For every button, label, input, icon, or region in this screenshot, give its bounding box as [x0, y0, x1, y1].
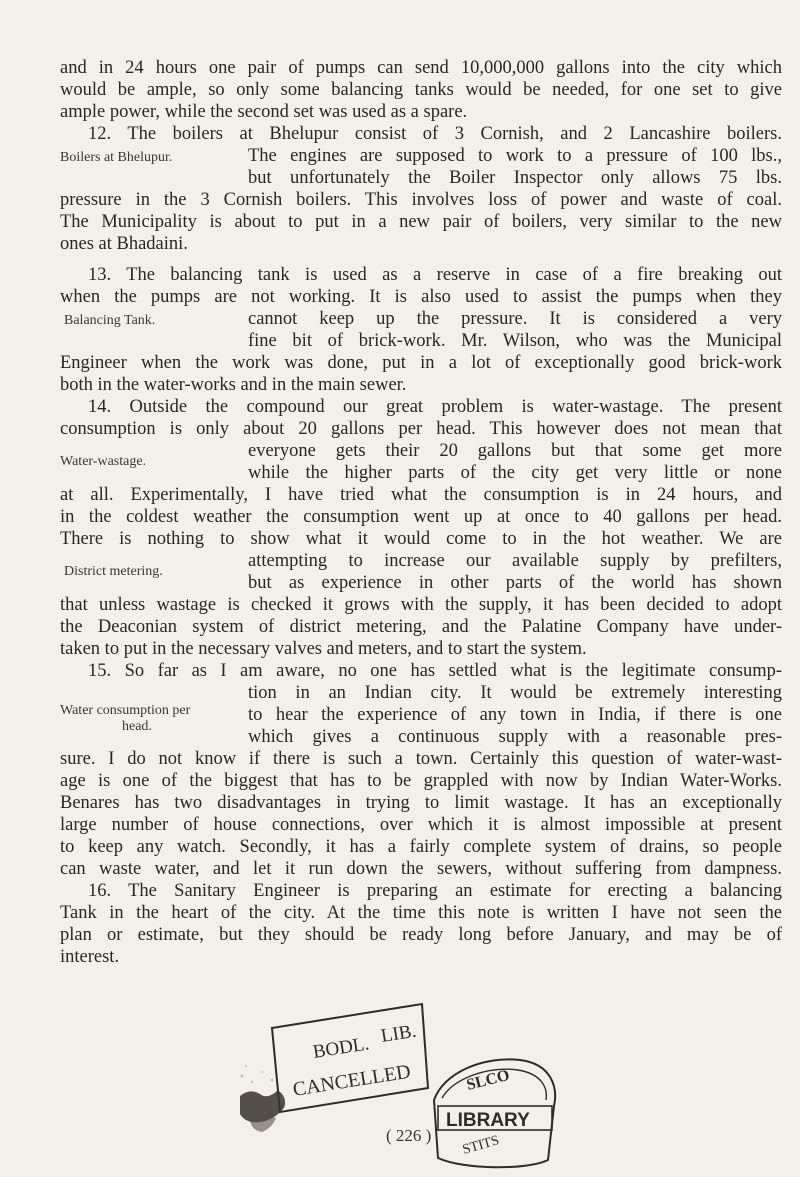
text-line: when the pumps are not working. It is also used to assist the pumps when they: [60, 287, 782, 307]
text-line: would be ample, so only some balancing tanks would be needed, for one set to give: [60, 80, 782, 100]
text-line: interest.: [60, 947, 120, 967]
text-line: to hear the experience of any town in India, if there is one: [248, 705, 782, 725]
text-line: both in the water-works and in the main sewer.: [60, 375, 407, 395]
text-line: at all. Experimentally, I have tried what the consumption is in 24 hours, and: [60, 485, 782, 505]
text-line: but as experience in other parts of the world has shown: [248, 573, 782, 593]
page-number: ( 226 ): [386, 1126, 432, 1145]
stamp-text-lib: LIB.: [379, 1020, 418, 1047]
margin-note-balancing: Balancing Tank.: [64, 313, 156, 328]
text-line: 15. So far as I am aware, no one has settled what is the legitimate consump-: [88, 661, 782, 681]
text-line: but unfortunately the Boiler Inspector only allows 75 lbs.: [248, 168, 782, 188]
text-line: that unless wastage is checked it grows with the supply, it has been decided to adopt: [60, 595, 782, 615]
text-line: age is one of the biggest that has to be grappled with now by Indian Water-Works.: [60, 771, 782, 791]
text-line: consumption is only about 20 gallons per head. This however does not mean that: [60, 419, 782, 439]
margin-note-boilers: Boilers at Bhelupur.: [60, 150, 173, 165]
text-line: fine bit of brick-work. Mr. Wilson, who was the Municipal: [248, 331, 782, 351]
margin-note-district-metering: District metering.: [64, 564, 163, 579]
bodleian-cancelled-stamp-icon: [232, 1000, 432, 1145]
stamp-text-library-bottom: STITS: [460, 1133, 501, 1158]
text-line: pressure in the 3 Cornish boilers. This involves loss of power and waste of coal.: [60, 190, 782, 210]
text-line: 12. The boilers at Bhelupur consist of 3 Cornish, and 2 Lancashire boilers.: [88, 124, 782, 144]
stamp-text-library-top: SLCO: [464, 1066, 512, 1094]
text-line: 14. Outside the compound our great problem is water-wastage. The present: [88, 397, 782, 417]
text-line: in the coldest weather the consumption went up at once to 40 gallons per head.: [60, 507, 782, 527]
text-line: sure. I do not know if there is such a town. Certainly this question of water-wast-: [60, 749, 782, 769]
text-line: the Deaconian system of district metering, and the Palatine Company have under-: [60, 617, 782, 637]
margin-note-water-consumption-head: head.: [122, 719, 152, 734]
text-line: and in 24 hours one pair of pumps can send 10,000,000 gallons into the city which: [60, 58, 782, 78]
text-line: which gives a continuous supply with a reasonable pres-: [248, 727, 782, 747]
text-line: Engineer when the work was done, put in a lot of exceptionally good brick-work: [60, 353, 782, 373]
text-line: to keep any watch. Secondly, it has a fairly complete system of drains, so people: [60, 837, 782, 857]
text-line: 13. The balancing tank is used as a reserve in case of a fire breaking out: [88, 265, 782, 285]
text-line: attempting to increase our available supply by prefilters,: [248, 551, 782, 571]
library-stamp-icon: [424, 1042, 564, 1174]
text-line: There is nothing to show what it would come to in the hot weather. We are: [60, 529, 782, 549]
text-line: large number of house connections, over which it is almost impossible at present: [60, 815, 782, 835]
margin-note-water-wastage: Water-wastage.: [60, 454, 147, 469]
text-line: everyone gets their 20 gallons but that some get more: [248, 441, 782, 461]
text-line: tion in an Indian city. It would be extremely interesting: [248, 683, 782, 703]
text-line: plan or estimate, but they should be ready long before January, and may be of: [60, 925, 782, 945]
text-line: can waste water, and let it run down the sewers, without suffering from dampness.: [60, 859, 782, 879]
text-line: while the higher parts of the city get very little or none: [248, 463, 782, 483]
text-line: The engines are supposed to work to a pressure of 100 lbs.,: [248, 146, 782, 166]
text-line: The Municipality is about to put in a new pair of boilers, very similar to the new: [60, 212, 782, 232]
stamp-text-library: LIBRARY: [446, 1110, 530, 1131]
margin-note-water-consumption: Water consumption per: [60, 703, 191, 718]
text-line: Benares has two disadvantages in trying to limit wastage. It has an exceptionally: [60, 793, 782, 813]
stamp-text-cancelled: CANCELLED: [291, 1060, 413, 1101]
text-line: ones at Bhadaini.: [60, 234, 188, 254]
text-line: Tank in the heart of the city. At the time this note is written I have not seen the: [60, 903, 782, 923]
text-line: 16. The Sanitary Engineer is preparing an estimate for erecting a balancing: [88, 881, 782, 901]
text-line: taken to put in the necessary valves and meters, and to start the system.: [60, 639, 587, 659]
text-line: ample power, while the second set was used as a spare.: [60, 102, 468, 122]
text-line: cannot keep up the pressure. It is considered a very: [248, 309, 782, 329]
stamp-text-bodl: BODL.: [311, 1033, 371, 1063]
